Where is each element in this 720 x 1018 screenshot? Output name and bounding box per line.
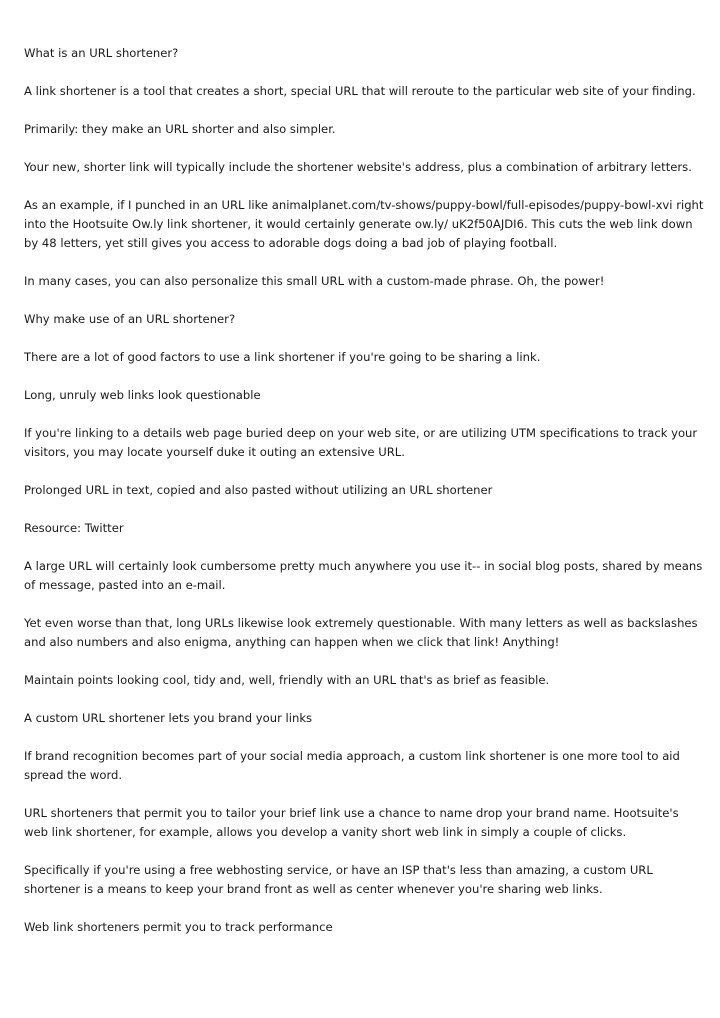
paragraph-good-factors: There are a lot of good factors to use a link shortener if you're going to be sharing a link. (24, 350, 541, 364)
paragraph-linking-deep: If you're linking to a details web page buried deep on your web site, or are utilizing UTM specifications to track your visitors, you may locate yourself duke it outing an extensive URL. (24, 426, 698, 459)
paragraph-maintain: Maintain points looking cool, tidy and, well, friendly with an URL that's as brief as feasible. (24, 673, 550, 687)
heading-unruly-links: Long, unruly web links look questionable (24, 388, 261, 402)
paragraph-example: As an example, if I punched in an URL like animalplanet.com/tv-shows/puppy-bowl/full-episodes/puppy-bowl-xvi right into the Hootsuite Ow.ly link shortener, it would certainly generate ow.ly/ uK2f50AJDI6. This cuts the web link down by 48 letters, yet still gives you access to adorable dogs doing a bad job of playing football. (24, 198, 704, 250)
heading-what-is-url-shortener: What is an URL shortener? (24, 46, 179, 60)
paragraph-tailor-link: URL shorteners that permit you to tailor your brief link use a chance to name drop your brand name. Hootsuite's web link shortener, for example, allows you develop a vanity short web link in simply a couple of clicks. (24, 806, 679, 839)
paragraph-webhosting: Specifically if you're using a free webhosting service, or have an ISP that's less than amazing, a custom URL shortener is a means to keep your brand front as well as center whenever you're sharing web links. (24, 863, 653, 896)
paragraph-brand-recognition: If brand recognition becomes part of your social media approach, a custom link shortener is one more tool to aid spread the word. (24, 749, 680, 782)
paragraph-large-url: A large URL will certainly look cumbersome pretty much anywhere you use it-- in social blog posts, shared by means of message, pasted into an e-mail. (24, 559, 703, 592)
heading-custom-brand: A custom URL shortener lets you brand your links (24, 711, 313, 725)
caption-prolonged-url: Prolonged URL in text, copied and also pasted without utilizing an URL shortener (24, 483, 493, 497)
paragraph-primarily: Primarily: they make an URL shorter and also simpler. (24, 122, 336, 136)
document-page (24, 44, 704, 956)
paragraph-definition: A link shortener is a tool that creates a short, special URL that will reroute to the particular web site of your finding. (24, 84, 696, 98)
paragraph-personalize: In many cases, you can also personalize this small URL with a custom-made phrase. Oh, the power! (24, 274, 605, 288)
heading-why-use: Why make use of an URL shortener? (24, 312, 236, 326)
paragraph-questionable: Yet even worse than that, long URLs likewise look extremely questionable. With many letters as well as backslashes and also numbers and also enigma, anything can happen when we click that link! Anything! (24, 616, 698, 649)
caption-resource: Resource: Twitter (24, 521, 124, 535)
paragraph-new-link: Your new, shorter link will typically include the shortener website's address, plus a combination of arbitrary letters. (24, 160, 692, 174)
heading-track-performance: Web link shorteners permit you to track performance (24, 920, 333, 934)
